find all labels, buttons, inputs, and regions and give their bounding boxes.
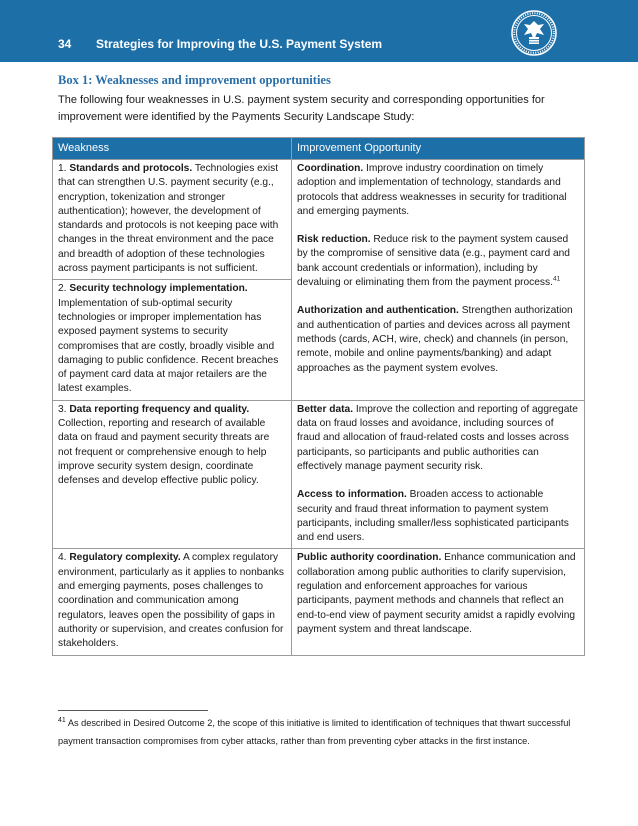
table-row (53, 400, 585, 549)
weakness-number: 2. (58, 283, 70, 295)
opportunity-item (297, 233, 579, 290)
page-header (0, 0, 638, 62)
opportunity-text: Improve industry coordination on timely adoption and implementation of technology, standards and protocols that address weaknesses in security for traditional and emerging payments. (297, 163, 567, 217)
weakness-title: Standards and protocols. (69, 163, 193, 174)
page-number: 34 (58, 37, 72, 51)
opportunity-title: Public authority coordination. (297, 552, 442, 564)
opportunity-cell (292, 400, 585, 549)
footnote-divider (58, 710, 208, 711)
opportunity-title: Authorization and authentication. (297, 305, 459, 317)
table-header-row (53, 138, 585, 160)
opportunity-item (297, 162, 579, 219)
weakness-text: Implementation of sub-optimal security technologies or improper implementation has exposed payment systems to security compromises that are costly, broadly visible and damaging to public confidence. Recent breaches of payment card data at major retailers are the latest examples. (58, 297, 279, 395)
opportunity-cell (292, 549, 585, 655)
opportunity-text: Reduce risk to the payment system caused by the compromise of sensitive data (e.g., payment card and bank account credentials or information), including by devaluing or eliminating them from the payment process. (297, 234, 570, 289)
opportunity-text: Enhance communication and collaboration among public authorities to clarify supervision, regulation and enforcement approaches for various participants, payment methods and channels that reflect an end-to-end view of payment security amidst a rapidly evolving payment system and threat landscape. (297, 552, 576, 635)
opportunity-cell (292, 160, 585, 401)
footnote (58, 714, 578, 750)
weakness-title: Regulatory complexity. (69, 552, 181, 564)
weakness-opportunity-table (52, 137, 585, 656)
opportunity-text: Strengthen authorization and authentication of parties and devices across all payment methods (cards, ACH, wire, check) and channels (in person, remote, mobile and online payments/banking) and adapt approaches as the payment system evolves. (297, 305, 573, 374)
weakness-cell (53, 549, 292, 655)
opportunity-title: Better data. (297, 403, 354, 415)
weakness-number: 3. (58, 403, 70, 415)
weakness-cell (53, 160, 292, 280)
weakness-number: 4. (58, 552, 70, 564)
weakness-number: 1. (58, 163, 70, 174)
column-header-weakness: Weakness (53, 138, 292, 160)
opportunity-item (297, 488, 579, 545)
box-intro: The following four weaknesses in U.S. payment system security and corresponding opportunities for improvement were identified by the Payments Security Landscape Study: (58, 94, 545, 123)
weakness-title: Security technology implementation. (69, 283, 248, 295)
table-row (53, 160, 585, 280)
federal-reserve-seal-icon (511, 10, 557, 56)
footnote-number: 41 (58, 716, 66, 724)
opportunity-item (297, 304, 579, 375)
box-title: Box 1: Weaknesses and improvement opportunities (58, 73, 331, 87)
weakness-cell (53, 280, 292, 400)
opportunity-title: Access to information. (297, 489, 407, 501)
weakness-text: Collection, reporting and research of available data on fraud and payment security threats are not frequent or comprehensive enough to help improve security system design, coordinate defenses and develop effective public policy. (58, 418, 270, 487)
weakness-text: A complex regulatory environment, particularly as it applies to nonbanks and emerging payments, poses challenges to coordination and communication among regulators, leaves open the possibility of gaps in authority or supervision, and creates confusion for stakeholders. (58, 552, 284, 650)
weakness-cell (53, 400, 292, 549)
opportunity-item (297, 551, 579, 637)
opportunity-text: Broaden access to actionable security and fraud threat information to payment system participants, including smaller/less sophisticated participants and end users. (297, 489, 569, 544)
opportunity-title: Coordination. (297, 163, 364, 174)
running-title: Strategies for Improving the U.S. Payment System (96, 37, 383, 51)
opportunity-title: Risk reduction. (297, 234, 371, 246)
table-row (53, 549, 585, 655)
opportunity-item (297, 403, 579, 474)
weakness-title: Data reporting frequency and quality. (69, 403, 250, 415)
opportunity-text: Improve the collection and reporting of aggregate data on fraud losses and avoidance, including sources of fraud and allocation of fraud-related costs and losses across participants, so participants and public authorities can effectively manage payment security risk. (297, 403, 578, 472)
footnote-text: As described in Desired Outcome 2, the scope of this initiative is limited to identification of techniques that thwart successful payment transaction compromises from cyber attacks, rather than from preventing cyber attacks in the first instance. (58, 718, 571, 746)
weakness-text: Technologies exist that can strengthen U.S. payment security (e.g., encryption, tokenization and stronger authentication); however, the development of standards and protocols is not keeping pace with changes in the threat environment and the pace and breadth of adoption of these technologies across payment participants is not sufficient. (58, 163, 279, 275)
column-header-opportunity: Improvement Opportunity (292, 138, 585, 160)
footnote-reference[interactable]: 41 (552, 275, 561, 283)
